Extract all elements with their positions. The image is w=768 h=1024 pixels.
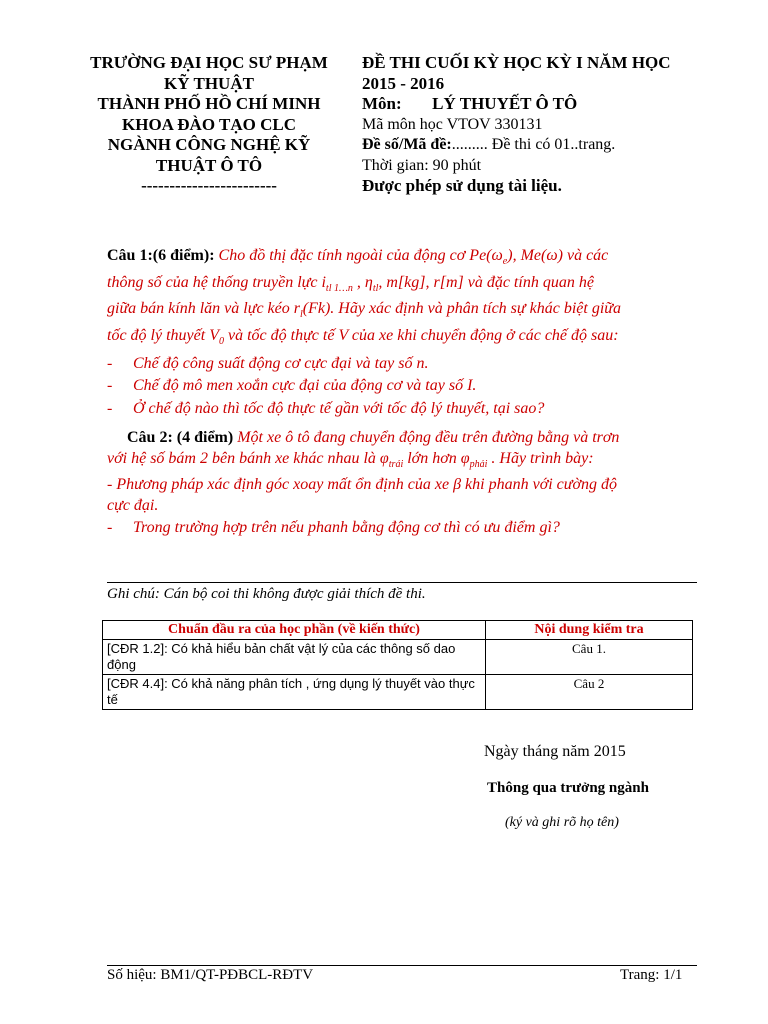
question-2: [107, 428, 697, 539]
q1-line: [107, 326, 697, 353]
table-header-row: [103, 621, 693, 640]
q2-line: - Phương pháp xác định góc xoay mất ổn định của xe β khi phanh với cường độ: [107, 476, 618, 494]
exam-header: [362, 53, 742, 197]
school-line: KỸ THUẬT: [164, 73, 254, 93]
q1-text: Cho đồ thị đặc tính ngoài của động cơ Pe(ω: [214, 247, 503, 264]
q2-text: với hệ số bám 2 bên bánh xe khác nhau là φ: [107, 449, 389, 467]
q1-text: , η: [352, 273, 373, 291]
school-line: KHOA ĐÀO TẠO CLC: [122, 114, 296, 134]
exam-code-label: Đề số/Mã đề:: [362, 136, 452, 153]
exam-title: ĐỀ THI CUỐI KỲ HỌC KỲ I NĂM HỌC: [362, 53, 671, 72]
q2-line: [107, 449, 697, 476]
q2-line: [107, 428, 697, 449]
note-text: Cán bộ coi thi không được giải thích đề thi.: [159, 586, 426, 602]
learning-outcomes-table: [102, 620, 693, 710]
subject-name: LÝ THUYẾT Ô TÔ: [432, 94, 578, 113]
school-line: NGÀNH CÔNG NGHỆ KỸ: [107, 135, 311, 154]
q1-bullet-text: Chế độ công suất động cơ cực đại và tay số n.: [133, 354, 429, 372]
q1-text: giữa bán kính lăn và lực kéo r: [107, 300, 300, 318]
q1-text: thông số của hệ thống truyền lực i: [107, 273, 326, 291]
q2-sub: trái: [388, 458, 404, 470]
note-label: Ghi chú:: [107, 586, 160, 602]
q1-sub: tl: [372, 282, 379, 294]
course-code: Mã môn học VTOV 330131: [362, 115, 543, 133]
q1-bullet-text: Ở chế độ nào thì tốc độ thực tế gần với tốc độ lý thuyết, tại sao?: [133, 399, 545, 417]
q1-text: (Fk). Hãy xác định và phân tích sự khác biệt giữa: [302, 300, 621, 318]
note-divider: [107, 582, 697, 583]
q2-text: . Hãy trình bày:: [487, 449, 594, 467]
exam-note: [107, 586, 426, 603]
table-cell: [CĐR 1.2]: Có khả hiểu bản chất vật lý của các thông số dao động: [103, 640, 486, 675]
q1-text: tốc độ lý thuyết V: [107, 327, 219, 345]
school-divider: ------------------------: [141, 176, 277, 195]
table-cell: [CĐR 4.4]: Có khả năng phân tích , ứng dụng lý thuyết vào thực tế: [103, 675, 486, 710]
q1-label: Câu 1:(6 điểm):: [107, 247, 215, 264]
school-line: TRƯỜNG ĐẠI HỌC SƯ PHẠM: [90, 53, 328, 72]
school-header: [78, 53, 340, 197]
exam-code-rest: ......... Đề thi có 01..trang.: [451, 136, 616, 153]
table-row: [103, 640, 693, 675]
q1-bullet-text: Chế độ mô men xoắn cực đại của động cơ và tay số I.: [133, 377, 477, 395]
table-header: Chuẩn đầu ra của học phần (về kiến thức): [103, 621, 486, 640]
q2-sub: phải: [469, 458, 488, 470]
table-cell: Câu 2: [486, 675, 693, 710]
subject-label: Môn:: [362, 94, 402, 113]
q1-bullet: - Ở chế độ nào thì tốc độ thực tế gần với tốc độ lý thuyết, tại sao?: [107, 399, 545, 417]
materials-allowed: Được phép sử dụng tài liệu.: [362, 176, 562, 195]
q1-text: và tốc độ thực tế V của xe khi chuyển động ở các chế độ sau:: [223, 327, 619, 345]
signature-hint: (ký và ghi rõ họ tên): [505, 815, 619, 830]
approval-title: Thông qua trưởng ngành: [487, 780, 649, 796]
q1-line: [107, 273, 697, 300]
q1-line: [107, 299, 697, 326]
q2-label: Câu 2: (4 điểm): [127, 429, 234, 446]
q1-sub: 0: [218, 336, 224, 348]
exam-duration: Thời gian: 90 phút: [362, 156, 482, 174]
q1-bullet: - Chế độ mô men xoắn cực đại của động cơ và tay số I.: [107, 377, 477, 395]
approval-date: Ngày tháng năm 2015: [484, 743, 626, 760]
page-number: Trang: 1/1: [620, 967, 683, 983]
q1-text: ), Me(ω) và các: [507, 247, 609, 264]
q2-text: Một xe ô tô đang chuyển động đều trên đường bằng và trơn: [233, 429, 620, 446]
footer-divider: [107, 965, 697, 966]
q2-bullet: - Trong trường hợp trên nếu phanh bằng động cơ thì có ưu điểm gì?: [107, 519, 560, 537]
question-1: [107, 246, 697, 419]
q1-text: , m[kg], r[m] và đặc tính quan hệ: [378, 273, 594, 291]
school-line: THÀNH PHỐ HỒ CHÍ MINH: [97, 94, 321, 113]
q2-bullet-text: Trong trường hợp trên nếu phanh bằng động cơ thì có ưu điểm gì?: [133, 519, 560, 537]
school-line: THUẬT Ô TÔ: [155, 155, 263, 175]
table-row: [103, 675, 693, 710]
q1-sub: l: [299, 309, 303, 321]
q2-text: lớn hơn φ: [403, 449, 470, 467]
doc-code: Số hiệu: BM1/QT-PĐBCL-RĐTV: [107, 967, 314, 983]
q1-bullet: - Chế độ công suất động cơ cực đại và tay số n.: [107, 354, 429, 372]
q1-sub: e: [502, 256, 508, 268]
q1-sub: tl 1…n: [325, 282, 353, 294]
exam-year: 2015 - 2016: [362, 73, 445, 93]
q1-line: [107, 246, 697, 273]
table-cell: Câu 1.: [486, 640, 693, 675]
subject-line: [362, 94, 742, 115]
q2-line: cực đại.: [107, 496, 159, 514]
exam-code-line: [362, 135, 742, 156]
table-header: Nội dung kiểm tra: [486, 621, 693, 640]
